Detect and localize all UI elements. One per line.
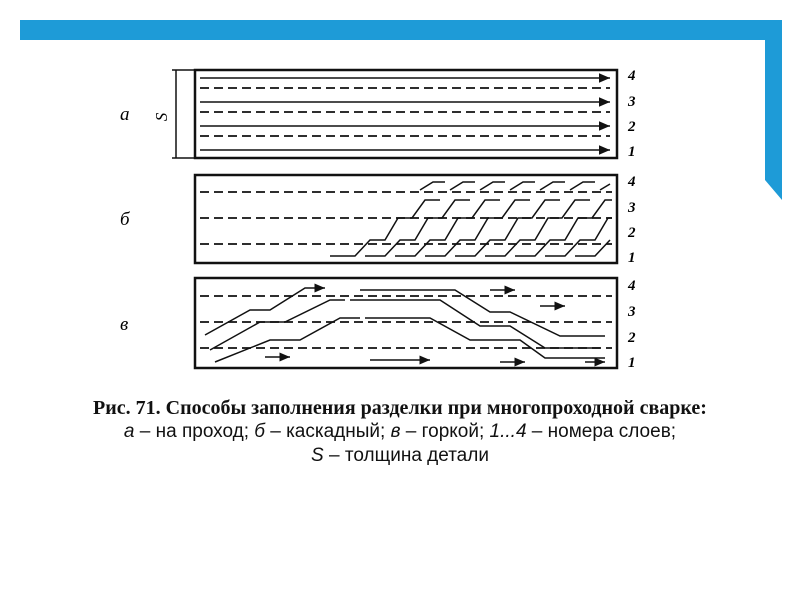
layer-label: 3 xyxy=(628,94,636,110)
legend-key-c: в xyxy=(390,421,401,442)
legend-key-s: S xyxy=(311,445,324,466)
layer-label: 4 xyxy=(628,278,636,294)
caption-thickness-line xyxy=(0,444,800,468)
layer-label: 2 xyxy=(628,119,636,135)
panel-letter-a: а xyxy=(120,104,130,125)
panel-a xyxy=(120,68,636,160)
thickness-label: S xyxy=(152,112,171,122)
layer-label: 3 xyxy=(628,200,636,216)
legend-key-range: 1...4 xyxy=(489,421,527,442)
layer-label: 1 xyxy=(628,355,636,371)
legend-text-b: – каскадный; xyxy=(264,421,391,442)
legend-key-a: а xyxy=(123,421,135,442)
legend-text-c: – горкой; xyxy=(400,421,490,442)
legend-text-range: – номера слоев; xyxy=(526,421,677,442)
panel-letter-c: в xyxy=(120,314,129,335)
layer-label: 2 xyxy=(628,225,636,241)
legend-text-s: – толщина детали xyxy=(323,445,489,466)
figure-caption xyxy=(0,396,800,468)
caption-legend-line xyxy=(0,420,800,444)
panel-letter-b: б xyxy=(120,209,130,230)
caption-title: Рис. 71. Способы заполнения разделки при многопроходной сварке: xyxy=(93,397,707,419)
layer-label: 1 xyxy=(628,250,636,266)
layer-label: 4 xyxy=(628,68,636,84)
legend-text-a: – на проход; xyxy=(134,421,255,442)
layer-label: 1 xyxy=(628,144,636,160)
layer-label: 2 xyxy=(628,330,636,346)
panel-b xyxy=(120,174,636,266)
legend-key-b: б xyxy=(254,421,265,442)
panel-c xyxy=(120,278,636,371)
layer-label: 4 xyxy=(628,174,636,190)
layer-label: 3 xyxy=(628,304,636,320)
